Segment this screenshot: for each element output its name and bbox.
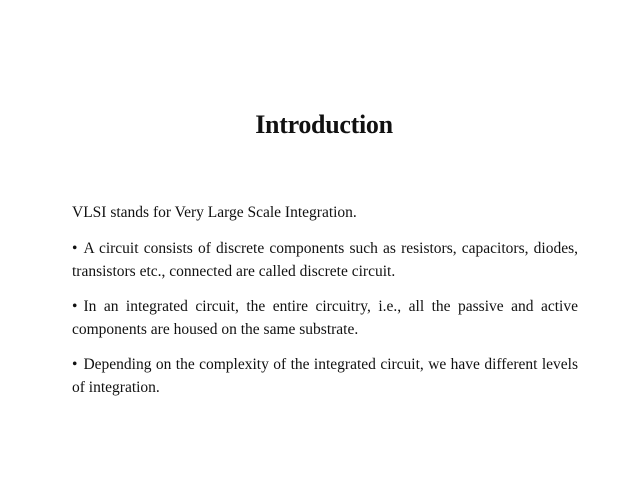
bullet-text: A circuit consists of discrete components such as resistors, capacitors, diodes, transistors etc., connected are called discrete circuit. [72,240,578,280]
intro-text: VLSI stands for Very Large Scale Integration. [72,204,357,221]
bullet-item [72,295,578,341]
bullet-text: In an integrated circuit, the entire circuitry, i.e., all the passive and active components are housed on the same substrate. [72,298,578,338]
bullet-icon: • [72,240,78,257]
bullet-item [72,353,578,399]
slide-title: Introduction [255,110,393,139]
bullet-icon: • [72,298,78,315]
bullet-icon: • [72,356,78,373]
bullet-item [72,237,578,283]
bullet-text: Depending on the complexity of the integrated circuit, we have different levels of integration. [72,356,578,396]
